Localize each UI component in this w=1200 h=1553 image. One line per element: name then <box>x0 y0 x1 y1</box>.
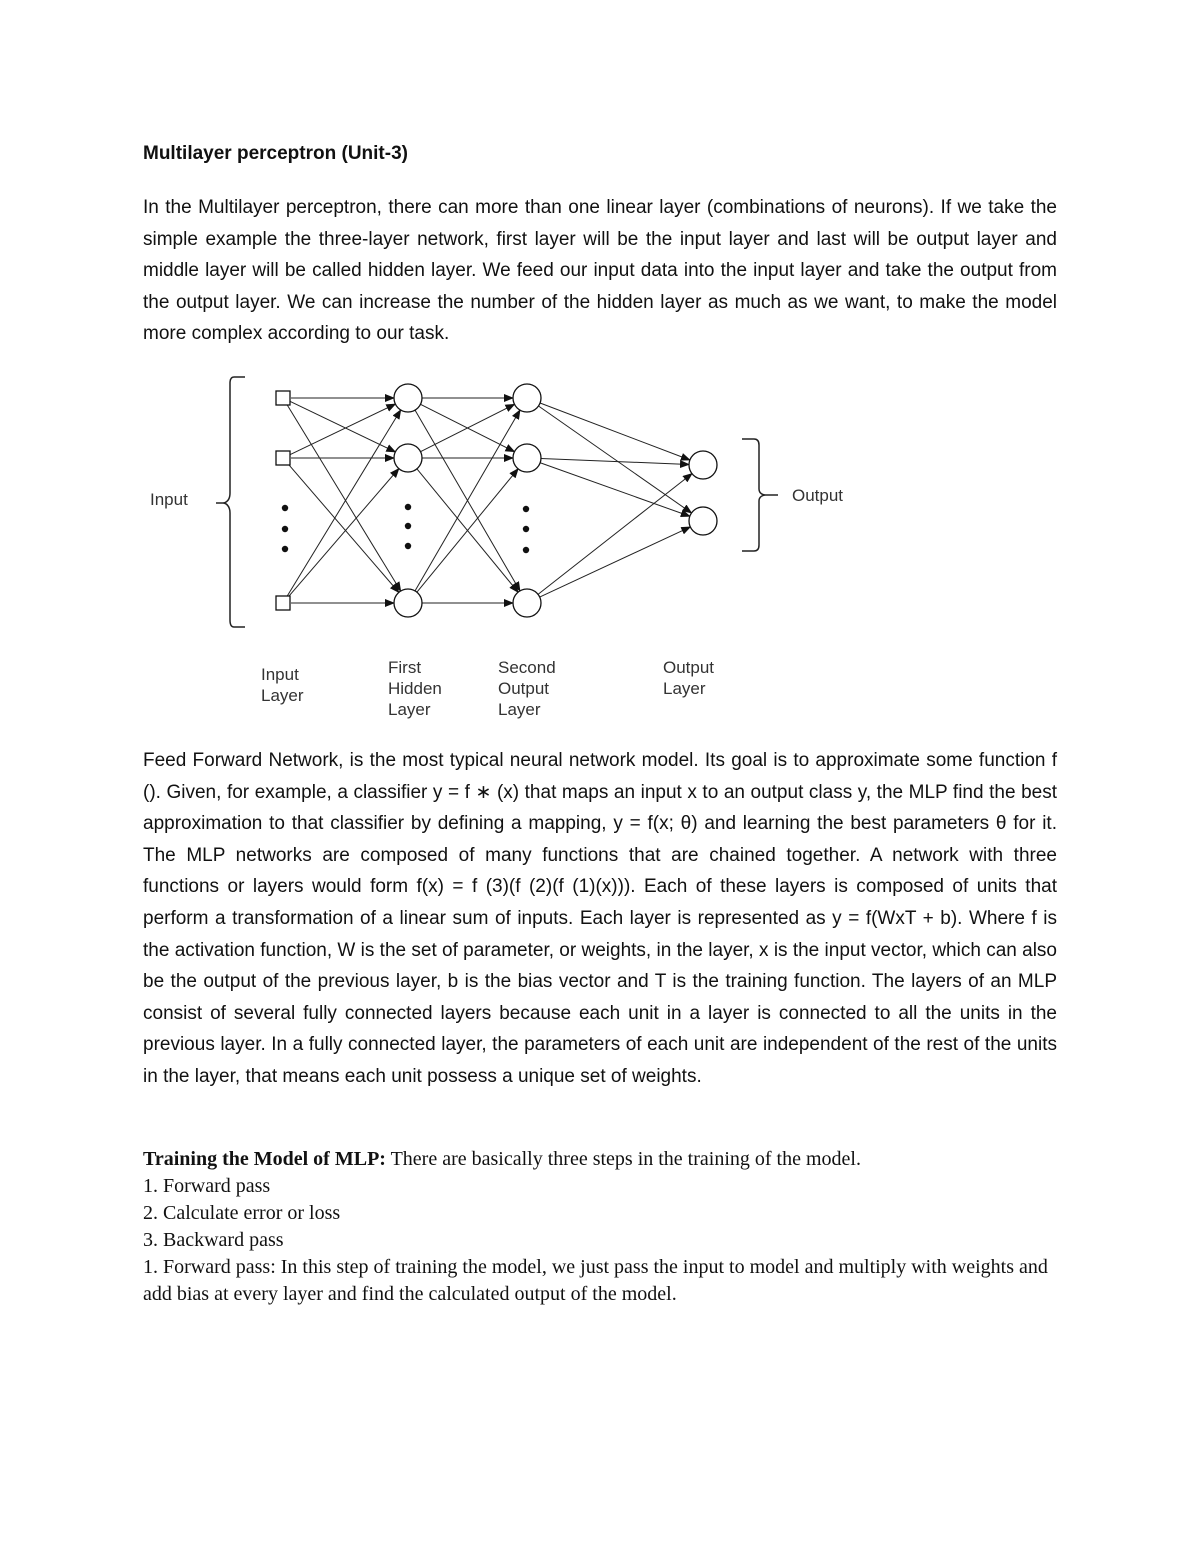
training-step: 2. Calculate error or loss <box>143 1202 341 1224</box>
input-to-hidden-edge <box>290 404 395 454</box>
input-to-hidden-edge <box>287 410 401 596</box>
hidden-to-output-edge <box>540 463 690 517</box>
output-brace <box>742 439 765 551</box>
second-output-layer-label: Second Output Layer <box>498 658 556 719</box>
second-hidden-node <box>513 384 541 412</box>
first-hidden-node <box>394 589 422 617</box>
input-node <box>276 596 290 610</box>
second-hidden-node <box>513 589 541 617</box>
output-node <box>689 507 717 535</box>
training-step: 1. Forward pass <box>143 1175 271 1197</box>
ellipsis-dot <box>523 506 529 512</box>
page-title: Multilayer perceptron (Unit-3) <box>143 143 408 164</box>
feed-forward-paragraph: Feed Forward Network, is the most typical neural network model. Its goal is to approximate some function f (). Given, for example, a classifier y = f ∗ (x) that maps an input x to an output class y, the MLP find the best approximation to that classifier by defining a mapping, y = f(x; θ) and learning the best parameters θ for it. The MLP networks are composed of many functions that are chained together. A network with three functions or layers would form f(x) = f (3)(f (2)(f (1)(x))). Each of these layers is composed of units that perform a transformation of a linear sum of inputs. Each layer is represented as y = f(WxT + b). Where f is the activation function, W is the set of parameter, or weights, in the layer, x is the input vector, which can also be the output of the previous layer, b is the bias vector and T is the training function. The layers of an MLP consist of several fully connected layers because each unit in a layer is connected to all the units in the previous layer. In a fully connected layer, the parameters of each unit are independent of the rest of the units in the layer, that means each unit possess a unique set of weights. <box>143 750 1057 1087</box>
ellipsis-dot <box>405 523 411 529</box>
first-hidden-layer-label: First Hidden Layer <box>388 658 442 719</box>
ellipsis-dot <box>523 547 529 553</box>
ellipsis-dot <box>405 543 411 549</box>
hidden-to-output-edge <box>540 527 691 597</box>
training-detail: 1. Forward pass: In this step of training the model, we just pass the input to model and multiply with weights and add bias at every layer and find the calculated output of the model. <box>143 1256 1048 1305</box>
input-node <box>276 451 290 465</box>
input-to-hidden-edge <box>288 469 399 597</box>
ellipsis-dot <box>282 505 288 511</box>
training-intro: There are basically three steps in the training of the model. <box>385 1148 861 1170</box>
second-hidden-node <box>513 444 541 472</box>
output-layer-label: Output Layer <box>663 658 715 698</box>
training-step: 3. Backward pass <box>143 1229 284 1251</box>
training-intro-line <box>143 1146 1057 1173</box>
training-heading: Training the Model of MLP: <box>143 1148 386 1170</box>
first-hidden-node <box>394 384 422 412</box>
intro-paragraph: In the Multilayer perceptron, there can more than one linear layer (combinations of neurons). If we take the simple example the three-layer network, first layer will be the input layer and last will be output layer and middle layer will be called hidden layer. We feed our input data into the input layer and take the output from the output layer. We can increase the number of the hidden layer as much as we want, to make the model more complex according to our task. <box>143 197 1057 345</box>
input-node <box>276 391 290 405</box>
output-label: Output <box>792 486 844 505</box>
ellipsis-dot <box>523 526 529 532</box>
input-brace <box>224 377 245 627</box>
network-nodes <box>276 384 717 617</box>
training-section <box>143 1146 1057 1308</box>
input-layer-label: Input Layer <box>261 665 304 705</box>
ellipsis-dot <box>282 526 288 532</box>
output-node <box>689 451 717 479</box>
input-to-hidden-edge <box>288 464 399 592</box>
ellipsis-dot <box>405 504 411 510</box>
ellipsis-dot <box>282 546 288 552</box>
input-to-hidden-edge <box>287 405 401 591</box>
first-hidden-node <box>394 444 422 472</box>
input-label: Input <box>150 490 188 509</box>
hidden-to-output-edge <box>540 403 690 460</box>
mlp-network-diagram <box>130 365 890 735</box>
connection-edges <box>287 398 692 603</box>
hidden-to-output-edge <box>538 474 692 595</box>
